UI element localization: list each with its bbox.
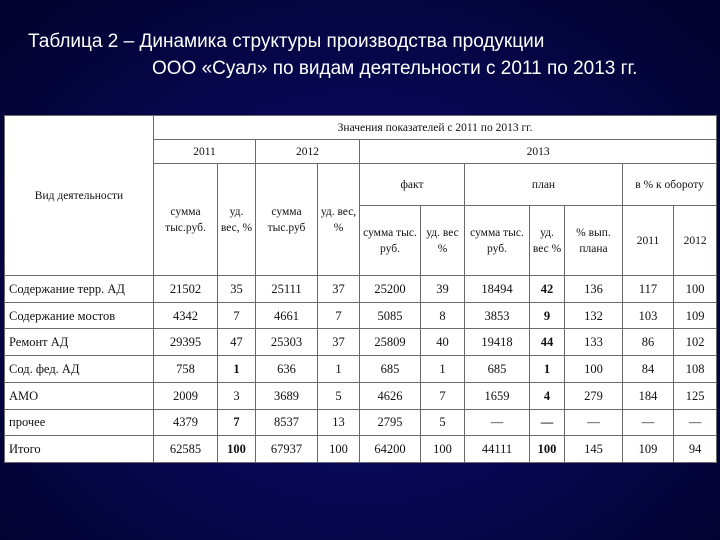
table-cell: 39 (421, 276, 465, 303)
table-cell: 145 (565, 436, 623, 463)
share-2011-header: уд. вес, % (218, 164, 256, 276)
table-cell: 37 (318, 329, 360, 356)
sum-2011-header: сумма тыс.руб. (154, 164, 218, 276)
title-line-1: Таблица 2 – Динамика структуры производства продукции (28, 31, 545, 52)
table-cell: 7 (318, 302, 360, 329)
table-cell: 109 (623, 436, 674, 463)
plan-exec-header: % вып. плана (565, 206, 623, 276)
table-cell: 100 (674, 276, 717, 303)
table-cell: 132 (565, 302, 623, 329)
table-cell: 13 (318, 409, 360, 436)
table-cell: 117 (623, 276, 674, 303)
row-label: Сод. фед. АД (5, 356, 154, 383)
table-cell: 40 (421, 329, 465, 356)
table-cell: 44111 (465, 436, 530, 463)
table-cell: 184 (623, 382, 674, 409)
table-cell: 35 (218, 276, 256, 303)
row-label: прочее (5, 409, 154, 436)
table-cell: 8537 (256, 409, 318, 436)
table-cell: 47 (218, 329, 256, 356)
table-cell: 100 (218, 436, 256, 463)
table-body (5, 276, 717, 463)
table-cell: 21502 (154, 276, 218, 303)
table-cell: 4342 (154, 302, 218, 329)
table-row (5, 409, 717, 436)
table-cell: 4661 (256, 302, 318, 329)
turnover-2011-header: 2011 (623, 206, 674, 276)
year-2013-header: 2013 (360, 140, 717, 164)
table-cell: 4626 (360, 382, 421, 409)
table-cell: — (623, 409, 674, 436)
production-structure-table (4, 115, 717, 463)
year-2012-header: 2012 (256, 140, 360, 164)
table-cell: 18494 (465, 276, 530, 303)
table-cell: 636 (256, 356, 318, 383)
table-cell: 44 (530, 329, 565, 356)
table-cell: 37 (318, 276, 360, 303)
pct-turnover-header: в % к обороту (623, 164, 717, 206)
table-cell: 109 (674, 302, 717, 329)
table-cell: 2009 (154, 382, 218, 409)
sum-fact-header: сумма тыс. руб. (360, 206, 421, 276)
table-row (5, 276, 717, 303)
table-cell: 7 (218, 302, 256, 329)
table-cell: 86 (623, 329, 674, 356)
slide-title (28, 28, 708, 82)
table-cell: 64200 (360, 436, 421, 463)
table-cell: 758 (154, 356, 218, 383)
row-label: АМО (5, 382, 154, 409)
table-cell: 29395 (154, 329, 218, 356)
table-cell: 1 (318, 356, 360, 383)
activity-type-header: Вид деятельности (5, 116, 154, 276)
table-row (5, 329, 717, 356)
table-cell: — (674, 409, 717, 436)
row-label: Итого (5, 436, 154, 463)
table-cell: 100 (530, 436, 565, 463)
table-cell: 3 (218, 382, 256, 409)
table-cell: 84 (623, 356, 674, 383)
table-cell: 100 (565, 356, 623, 383)
row-label: Содержание мостов (5, 302, 154, 329)
table-cell: 100 (421, 436, 465, 463)
table-cell: 67937 (256, 436, 318, 463)
plan-header: план (465, 164, 623, 206)
table-cell: 136 (565, 276, 623, 303)
table-cell: 7 (421, 382, 465, 409)
row-label: Содержание терр. АД (5, 276, 154, 303)
table-cell: 8 (421, 302, 465, 329)
table-cell: 25111 (256, 276, 318, 303)
table-cell: 2795 (360, 409, 421, 436)
table-row (5, 356, 717, 383)
year-2011-header: 2011 (154, 140, 256, 164)
table-cell: 3689 (256, 382, 318, 409)
table-cell: 62585 (154, 436, 218, 463)
table-cell: 25200 (360, 276, 421, 303)
table-cell: 1 (421, 356, 465, 383)
table-cell: 103 (623, 302, 674, 329)
table-row (5, 302, 717, 329)
table-cell: 25303 (256, 329, 318, 356)
table-cell: — (530, 409, 565, 436)
table-cell: 5 (421, 409, 465, 436)
table-cell: 133 (565, 329, 623, 356)
table-cell: 3853 (465, 302, 530, 329)
table-cell: — (565, 409, 623, 436)
table-cell: 9 (530, 302, 565, 329)
table-cell: — (465, 409, 530, 436)
table-cell: 108 (674, 356, 717, 383)
table-cell: 279 (565, 382, 623, 409)
table-row (5, 382, 717, 409)
table-cell: 5 (318, 382, 360, 409)
table-cell: 100 (318, 436, 360, 463)
row-label: Ремонт АД (5, 329, 154, 356)
table-cell: 1 (530, 356, 565, 383)
table-cell: 4 (530, 382, 565, 409)
table-cell: 7 (218, 409, 256, 436)
table-cell: 42 (530, 276, 565, 303)
share-plan-header: уд. вес % (530, 206, 565, 276)
table-cell: 685 (465, 356, 530, 383)
turnover-2012-header: 2012 (674, 206, 717, 276)
table-cell: 25809 (360, 329, 421, 356)
table-cell: 685 (360, 356, 421, 383)
table-cell: 125 (674, 382, 717, 409)
table-cell: 4379 (154, 409, 218, 436)
share-2012-header: уд. вес, % (318, 164, 360, 276)
production-table-container (4, 115, 716, 463)
table-cell: 1 (218, 356, 256, 383)
fact-header: факт (360, 164, 465, 206)
sum-2012-header: сумма тыс.руб (256, 164, 318, 276)
table-cell: 94 (674, 436, 717, 463)
sum-plan-header: сумма тыс. руб. (465, 206, 530, 276)
table-cell: 102 (674, 329, 717, 356)
values-header: Значения показателей с 2011 по 2013 гг. (154, 116, 717, 140)
share-fact-header: уд. вес % (421, 206, 465, 276)
table-cell: 19418 (465, 329, 530, 356)
table-cell: 1659 (465, 382, 530, 409)
table-cell: 5085 (360, 302, 421, 329)
table-row (5, 436, 717, 463)
title-line-2: ООО «Суал» по видам деятельности с 2011 по 2013 гг. (152, 58, 638, 79)
